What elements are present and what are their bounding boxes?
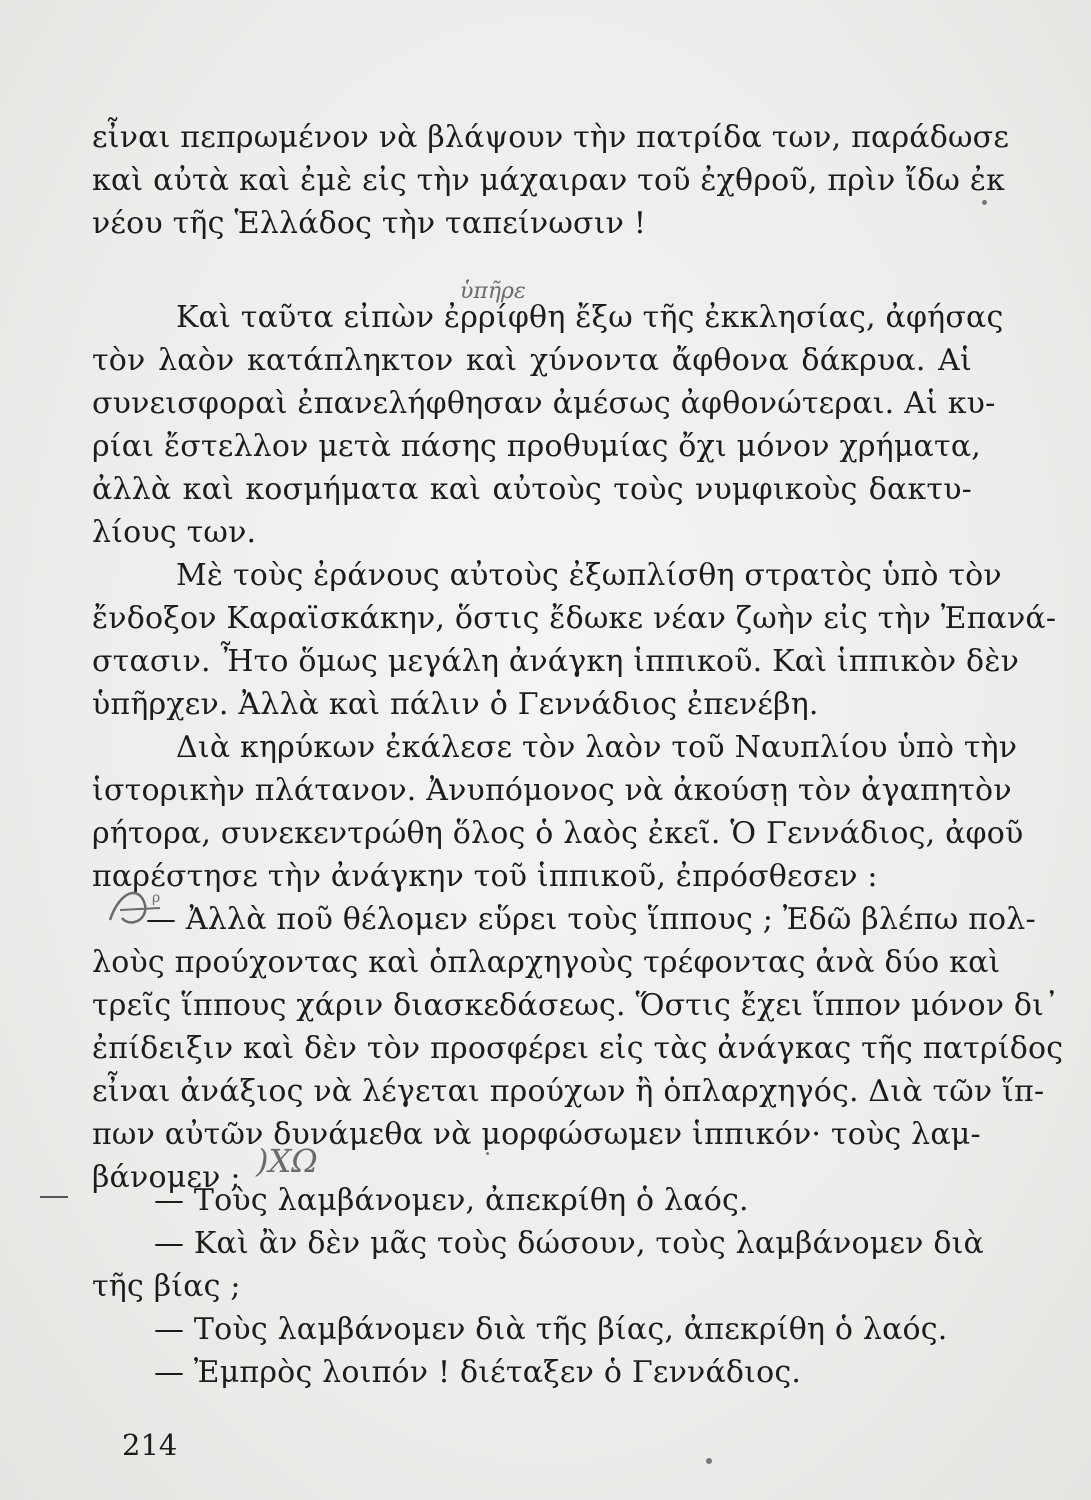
pencil-annotation-above-line bbox=[456, 272, 556, 312]
paper-speck bbox=[486, 1152, 489, 1155]
text-line-6: συνεισφοραὶ ἐπανελήφθησαν ἀμέσως ἀφθονώτεραι. Αἱ κυ- bbox=[92, 386, 996, 421]
pencil-scribble bbox=[254, 1138, 364, 1188]
text-line-25: — Τοὺς λαμβάνομεν, ἀπεκρίθη ὁ λαός. bbox=[154, 1183, 749, 1218]
text-line-18: — Ἀλλὰ ποῦ θέλομεν εὕρει τοὺς ἵππους ; Ἐδῶ βλέπω πολ- bbox=[146, 902, 1036, 937]
text-line-21: ἐπίδειξιν καὶ δὲν τὸν προσφέρει εἰς τὰς ἀνάγκας τῆς πατρίδος bbox=[92, 1031, 1064, 1066]
page-number: 214 bbox=[122, 1428, 178, 1462]
text-line-12: στασιν. Ἦτο ὅμως μεγάλη ἀνάγκη ἱππικοῦ. Καὶ ἱππικὸν δὲν bbox=[92, 644, 1020, 679]
text-line-27: τῆς βίας ; bbox=[92, 1269, 241, 1304]
text-line-5: τὸν λαὸν κατάπληκτον καὶ χύνοντα ἄφθονα δάκρυα. Αἱ bbox=[92, 343, 972, 378]
text-line-11: ἔνδοξον Καραϊσκάκην, ὅστις ἔδωκε νέαν ζωὴν εἰς τὴν Ἐπανά- bbox=[92, 601, 1057, 636]
text-line-4: Καὶ ταῦτα εἰπὼν ἐρρίφθη ἔξω τῆς ἐκκλησίας, ἀφήσας bbox=[176, 300, 1004, 335]
text-line-26: — Καὶ ἂν δὲν μᾶς τοὺς δώσουν, τοὺς λαμβάνομεν διὰ bbox=[154, 1226, 985, 1261]
pencil-note-1: ὑπῆρε bbox=[460, 279, 526, 304]
text-line-16: ρήτορα, συνεκεντρώθη ὅλος ὁ λαὸς ἐκεῖ. Ὁ Γεννάδιος, ἀφοῦ bbox=[92, 816, 1024, 851]
text-line-20: τρεῖς ἵππους χάριν διασκεδάσεως. Ὅστις ἔχει ἵππον μόνον δι᾽ bbox=[92, 988, 1060, 1023]
text-line-13: ὑπῆρχεν. Ἀλλὰ καὶ πάλιν ὁ Γεννάδιος ἐπενέβη. bbox=[92, 687, 819, 722]
text-line-28: — Τοὺς λαμβάνομεν διὰ τῆς βίας, ἀπεκρίθη ὁ λαός. bbox=[154, 1312, 948, 1347]
text-line-29: — Ἐμπρὸς λοιπόν ! διέταξεν ὁ Γεννάδιος. bbox=[154, 1355, 802, 1390]
paper-speck bbox=[706, 1458, 712, 1464]
text-line-24: βάνομεν ; bbox=[92, 1160, 241, 1195]
text-line-3: νέου τῆς Ἑλλάδος τὴν ταπείνωσιν ! bbox=[92, 206, 647, 241]
text-line-1: εἶναι πεπρωμένον νὰ βλάψουν τὴν πατρίδα των, παράδωσε bbox=[92, 120, 1010, 155]
pencil-margin-mark bbox=[100, 880, 180, 940]
text-line-14: Διὰ κηρύκων ἐκάλεσε τὸν λαὸν τοῦ Ναυπλίου ὑπὸ τὴν bbox=[176, 730, 1018, 765]
text-line-7: ρίαι ἔστελλον μετὰ πάσης προθυμίας ὄχι μόνον χρήματα, bbox=[92, 429, 982, 464]
text-line-2: καὶ αὐτὰ καὶ ἐμὲ εἰς τὴν μάχαιραν τοῦ ἐχθροῦ, πρὶν ἴδω ἐκ bbox=[92, 163, 1006, 198]
margin-dash bbox=[40, 1196, 68, 1198]
text-line-8: ἀλλὰ καὶ κοσμήματα καὶ αὐτοὺς τοὺς νυμφικοὺς δακτυ- bbox=[92, 472, 972, 507]
paper-speck bbox=[982, 200, 987, 205]
text-line-23: πων αὐτῶν δυνάμεθα νὰ μορφώσωμεν ἱππικόν· τοὺς λαμ- bbox=[92, 1117, 981, 1152]
text-line-17: παρέστησε τὴν ἀνάγκην τοῦ ἱππικοῦ, ἐπρόσθεσεν : bbox=[92, 859, 878, 894]
text-line-22: εἶναι ἀνάξιος νὰ λέγεται προύχων ἢ ὁπλαρχηγός. Διὰ τῶν ἵπ- bbox=[92, 1074, 1045, 1109]
text-line-15: ἱστορικὴν πλάτανον. Ἀνυπόμονος νὰ ἀκούσῃ τὸν ἀγαπητὸν bbox=[92, 773, 1012, 808]
pencil-note-3: )ΧΩ bbox=[256, 1142, 318, 1180]
text-line-19: λοὺς προύχοντας καὶ ὁπλαρχηγοὺς τρέφοντας ἀνὰ δύο καὶ bbox=[92, 945, 1001, 980]
pencil-note-2: ρ bbox=[152, 890, 161, 906]
text-line-9: λίους των. bbox=[92, 515, 257, 550]
text-line-10: Μὲ τοὺς ἐράνους αὐτοὺς ἐξωπλίσθη στρατὸς ὑπὸ τὸν bbox=[176, 558, 1002, 593]
